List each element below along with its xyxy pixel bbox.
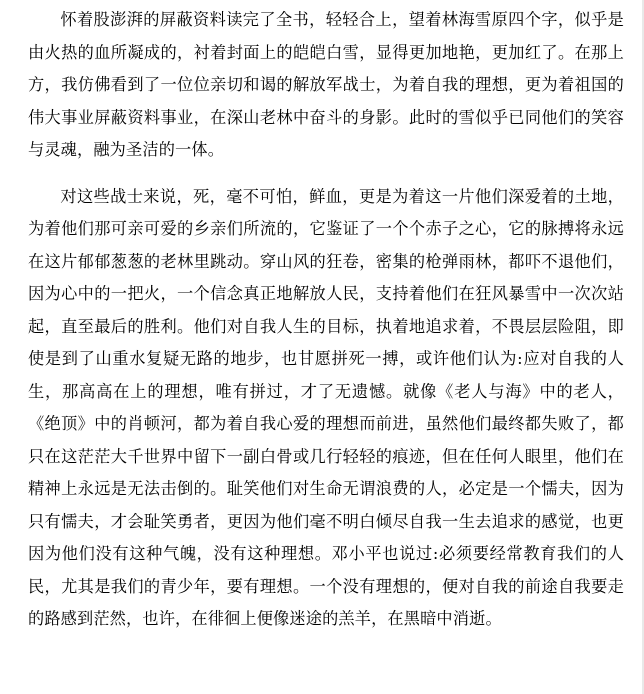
paragraph-2: 对这些战士来说，死，毫不可怕，鲜血，更是为着这一片他们深爱着的土地，为着他们那可亲可爱的乡亲们所流的，它鉴证了一个个赤子之心，它的脉搏将永远在这片郁郁葱葱的老林里跳动。穿山风的狂卷，密集的枪弹雨林，都吓不退他们，因为心中的一把火，一个信念真正地解放人民，支持着他们在狂风暴雪中一次次站起，直至最后的胜利。他们对自我人生的目标，执着地追求着，不畏层层险阻，即使是到了山重水复疑无路的地步，也甘愿拼死一搏，或许他们认为:应对自我的人生，那高高在上的理想，唯有拼过，才了无遗憾。就像《老人与海》中的老人，《绝顶》中的肖顿河，都为着自我心爱的理想而前进，虽然他们最终都失败了，都只在这茫茫大千世界中留下一副白骨或几行轻轻的痕迹，但在任何人眼里，他们在精神上永远是无法击倒的。耻笑他们对生命无谓浪费的人，必定是一个懦夫，因为只有懦夫，才会耻笑勇者，更因为他们毫不明白倾尽自我一生去追求的感觉，也更因为他们没有这种气魄，没有这种理想。邓小平也说过:必须要经常教育我们的人民，尤其是我们的青少年，要有理想。一个没有理想的，便对自我的前途自我要走的路感到茫然，也许，在徘徊上便像迷途的羔羊，在黑暗中消逝。	[28, 186, 624, 628]
paragraph-1: 怀着股澎湃的屏蔽资料读完了全书，轻轻合上，望着林海雪原四个字，似乎是由火热的血所凝成的，衬着封面上的皑皑白雪，显得更加地艳，更加红了。在那上方，我仿佛看到了一位位亲切和谒的解放军战士，为着自我的理想，更为着祖国的伟大事业屏蔽资料事业，在深山老林中奋斗的身影。此时的雪似乎已同他们的笑容与灵魂，融为圣洁的一体。	[28, 10, 624, 159]
